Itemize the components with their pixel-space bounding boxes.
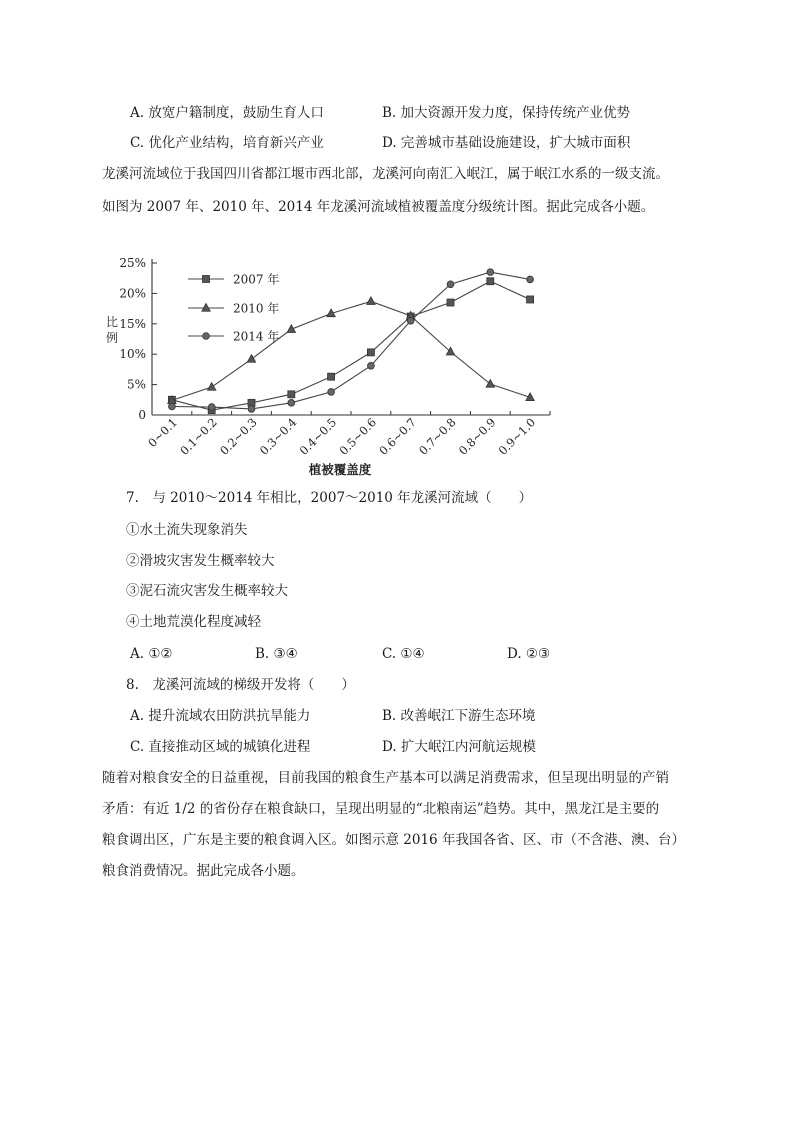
x-tick-label: 0.3~0.4 <box>256 415 300 458</box>
series-line <box>172 281 530 410</box>
data-point-triangle <box>367 297 375 305</box>
data-point-square <box>367 349 374 356</box>
q6-option-c: C. 优化产业结构，培育新兴产业 <box>130 135 324 151</box>
q8-option-b: B. 改善岷江下游生态环境 <box>382 708 536 724</box>
series-1 <box>168 278 533 414</box>
data-point-square <box>288 391 295 398</box>
data-point-circle <box>208 404 215 411</box>
chart-ylabel-part1: 比 <box>105 315 119 329</box>
q8-option-d: D. 扩大岷江内河航运规模 <box>382 739 536 755</box>
data-point-circle <box>368 362 375 369</box>
series-2 <box>168 297 535 404</box>
x-tick-label: 0.7~0.8 <box>416 415 459 458</box>
x-tick-label: 0.8~0.9 <box>455 415 499 458</box>
q7-stem: 7. 与 2010～2014 年相比，2007～2010 年龙溪河流域（ ） <box>126 490 533 506</box>
data-point-circle <box>407 317 414 324</box>
data-point-triangle <box>208 383 216 391</box>
x-tick-label: 0.5~0.6 <box>336 415 380 458</box>
y-tick-label: 15% <box>119 316 146 331</box>
data-point-circle <box>169 403 176 410</box>
data-point-circle <box>487 269 494 276</box>
q7-statement-3: ③泥石流灾害发生概率较大 <box>126 583 288 599</box>
q6-option-b: B. 加大资源开发力度，保持传统产业优势 <box>382 105 631 121</box>
chart-series <box>168 269 535 414</box>
legend-label: 2014 年 <box>233 329 280 344</box>
x-tick-label: 0.1~0.2 <box>177 415 220 458</box>
intro1-line1: 龙溪河流域位于我国四川省都江堰市西北部，龙溪河向南汇入岷江，属于岷江水系的一级支流。 <box>102 166 669 182</box>
chart-x-ticks <box>145 411 550 458</box>
x-tick-label: 0.9~1.0 <box>495 415 539 458</box>
chart-y-ticks <box>119 256 157 422</box>
x-tick-label: 0.4~0.5 <box>296 415 340 458</box>
q6-option-d: D. 完善城市基础设施建设，扩大城市面积 <box>382 135 631 151</box>
intro2-line3: 粮食调出区，广东是主要的粮食调入区。如图示意 2016 年我国各省、区、市（不含港、澳、台） <box>102 832 685 848</box>
y-tick-label: 10% <box>119 347 146 362</box>
q7-option-b: B. ③④ <box>255 646 298 662</box>
y-tick-label: 0 <box>138 408 146 422</box>
data-point-square <box>203 276 210 283</box>
data-point-square <box>328 373 335 380</box>
chart-xlabel: 植被覆盖度 <box>308 462 372 477</box>
q7-option-d: D. ②③ <box>507 646 551 662</box>
data-point-triangle <box>486 379 494 387</box>
x-tick-label: 0.2~0.3 <box>217 415 260 458</box>
x-tick-label: 0.6~0.7 <box>376 415 419 458</box>
chart-legend <box>188 272 279 344</box>
data-point-circle <box>447 281 454 288</box>
data-point-square <box>487 278 494 285</box>
data-point-triangle <box>247 355 255 363</box>
q7-statement-1: ①水土流失现象消失 <box>126 522 248 538</box>
y-tick-label: 5% <box>126 377 146 392</box>
q8-stem: 8. 龙溪河流域的梯级开发将（ ） <box>126 677 355 693</box>
intro1-line2: 如图为 2007 年、2010 年、2014 年龙溪河流域植被覆盖度分级统计图。据此完成各小题。 <box>102 199 655 215</box>
q7-statement-4: ④土地荒漠化程度减轻 <box>126 614 261 630</box>
intro2-line4: 粮食消费情况。据此完成各小题。 <box>102 863 305 879</box>
q7-statement-2: ②滑坡灾害发生概率较大 <box>126 553 275 569</box>
q7-option-c: C. ①④ <box>382 646 425 662</box>
data-point-circle <box>203 333 210 340</box>
data-point-triangle <box>202 304 210 312</box>
q6-option-a: A. 放宽户籍制度，鼓励生育人口 <box>130 105 324 121</box>
y-tick-label: 25% <box>119 256 146 270</box>
intro2-line1: 随着对粮食安全的日益重视，目前我国的粮食生产基本可以满足消费需求，但呈现出明显的产销 <box>102 770 669 786</box>
q8-option-c: C. 直接推动区域的城镇化进程 <box>130 739 311 755</box>
legend-label: 2010 年 <box>233 301 280 316</box>
legend-label: 2007 年 <box>233 272 280 287</box>
data-point-circle <box>248 406 255 413</box>
vegetation-coverage-chart <box>100 250 560 480</box>
data-point-square <box>447 299 454 306</box>
data-point-circle <box>328 388 335 395</box>
series-line <box>172 272 530 409</box>
q8-option-a: A. 提升流域农田防洪抗旱能力 <box>130 708 311 724</box>
series-line <box>172 301 530 400</box>
q7-option-a: A. ①② <box>130 646 173 662</box>
intro2-line2: 矛盾：有近 1/2 的省份存在粮食缺口，呈现出明显的“北粮南运”趋势。其中，黑龙江是主要的 <box>102 801 660 817</box>
x-tick-label: 0~0.1 <box>145 415 181 451</box>
y-tick-label: 20% <box>119 286 146 301</box>
data-point-circle <box>527 276 534 283</box>
series-3 <box>169 269 534 413</box>
data-point-square <box>527 296 534 303</box>
chart-ylabel-part2: 例 <box>105 331 119 345</box>
data-point-circle <box>288 399 295 406</box>
